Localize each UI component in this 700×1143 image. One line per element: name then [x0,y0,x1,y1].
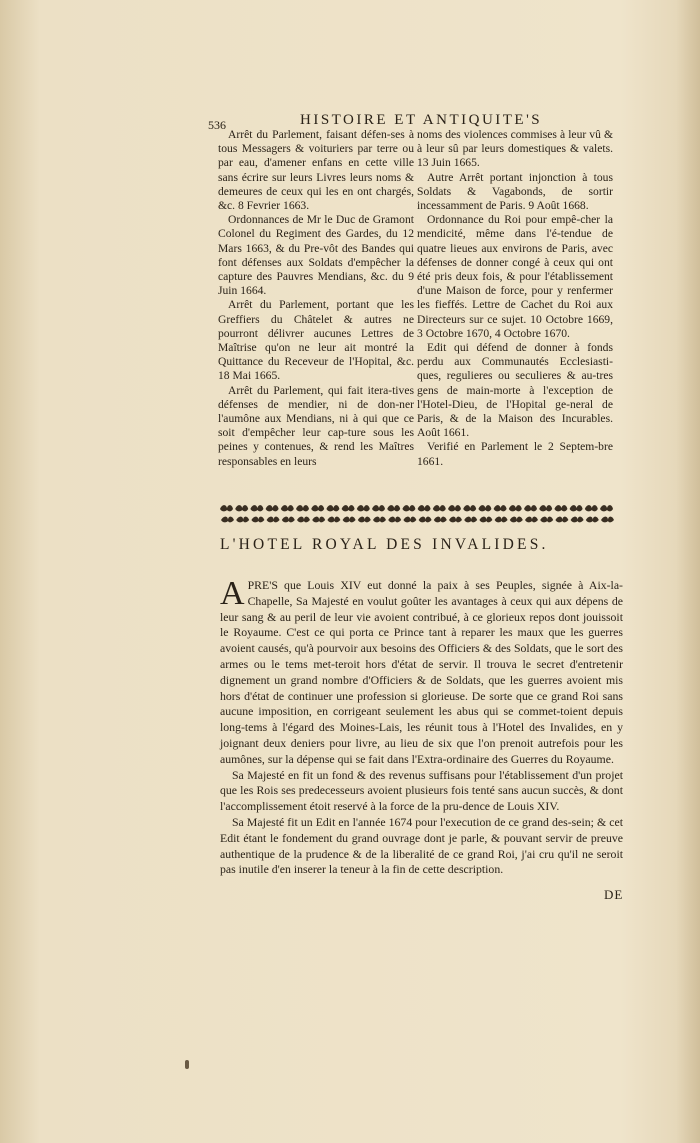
list-item: Ordonnance du Roi pour empê-cher la mendicité, même dans l'é-tendue de quatre lieues aux environs de Paris, avec défenses de donner congé à ceux qui ont été pris deux fois, & pour l'établissement d'une Maison de force, pour y renfermer les fieffés. Lettre de Cachet du Roi aux Directeurs sur ce sujet. 10 Octobre 1669, 3 Octobre 1670, 4 Octobre 1670. [417,213,613,340]
paragraph-text: PRE'S que Louis XIV eut donné la paix à ses Peuples, signée à Aix-la-Chapelle, Sa Majesté en voulut goûter les avantages à ceux qui aux dépens de leur sang & au peril de leur vie avoient contribué, à ce glorieux repos dont jouissoit le Royaume. C'est ce qui porta ce Prince tant à reparer les maux que les guerres avoient causés, qu'à pourvoir aux besoins des Officiers & des Soldats, que le sort des armes ou le tems met-teroit hors d'état de servir. Il trouva le secret d'entretenir dignement un grand nombre d'Officiers & de Soldats, que les guerres avoient mis hors d'état de continuer une profession si glorieuse. De sorte que ce grand Roi sans aucune imposition, en corrigeant seulement les abus qui se commet-toient depuis long-tems à l'égard des Moines-Lais, les réunit tous à l'Hotel des Invalides, en y joignant deux deniers pour livre, au lieu de six que l'on prenoit autrefois pour les aumônes, sur la dépense qui se fait dans l'Extra-ordinaire des Guerres du Royaume. [220,578,623,766]
first-paragraph [220,575,623,768]
section-title: L'HOTEL ROYAL DES INVALIDES. [220,536,549,553]
fleuron-band-icon [216,500,614,526]
list-item: Verifié en Parlement le 2 Septem-bre 1661. [417,440,613,468]
catchword: DE [604,887,624,902]
running-head: HISTOIRE ET ANTIQUITE'S [300,112,543,128]
list-item: Edit qui défend de donner à fonds perdu aux Communautés Ecclesiasti-ques, regulieres ou seculieres & au-tres gens de main-morte à l'exception de l'Hotel-Dieu, de l'Hopital ge-neral de Paris, & de la Maison des Incurables. Août 1661. [417,341,613,440]
right-column [417,128,613,469]
page-number: 536 [208,118,226,132]
paragraph: Sa Majesté fit un Edit en l'année 1674 pour l'execution de ce grand des-sein; & cet Edit étant le fondement du grand ouvrage dont je parle, & pouvant servir de preuve authentique de la prudence & de la liberalité de ce grand Roi, j'ai cru qu'il ne seroit pas inutile d'en inserer la teneur à la fin de cette description. [220,814,623,877]
list-item: Arrêt du Parlement, portant que les Greffiers du Châtelet & autres ne pourront délivrer aucunes Lettres de Maîtrise qu'on ne leur ait montré la Quittance du Receveur de l'Hopital, &c. 18 Mai 1665. [218,298,414,383]
list-item: Autre Arrêt portant injonction à tous Soldats & Vagabonds, de sortir incessamment de Paris. 9 Août 1668. [417,170,613,213]
left-column [218,128,414,469]
section-body [220,575,623,878]
drop-cap: A [220,575,245,612]
list-item: Arrêt du Parlement, qui fait itera-tives défenses de mendier, ni de don-ner l'aumône aux Mendians, ni à qui que ce soit d'empêcher leur cap-ture sous les peines y contenues, & rend les Maîtres responsables en leurs [218,383,414,468]
paragraph: Sa Majesté en fit un fond & des revenus suffisans pour l'établissement d'un projet que les Rois ses predecesseurs avoient plusieurs fois tenté sans aucun succès, & dont l'accomplissement étoit reservé à la force de la pru-dence de Louis XIV. [220,767,623,814]
list-item: Arrêt du Parlement, faisant défen-ses à tous Messagers & voituriers par terre ou par eau, d'amener enfans en cette ville sans écrire sur leurs Livres leurs noms & demeures de ceux qui les en ont chargés, &c. 8 Fevrier 1663. [218,128,414,213]
list-item: noms des violences commises à leur vû & à leur sû par leurs domestiques & valets. 13 Juin 1665. [417,128,613,170]
list-item: Ordonnances de Mr le Duc de Gramont Colonel du Regiment des Gardes, du 12 Mars 1663, & du Pre-vôt des Bandes qui font défenses aux Soldats d'empêcher la capture des Pauvres Mendians, &c. du 9 Juin 1664. [218,213,414,298]
page-edge-shadow [676,0,700,1143]
ink-spot [185,1060,189,1069]
